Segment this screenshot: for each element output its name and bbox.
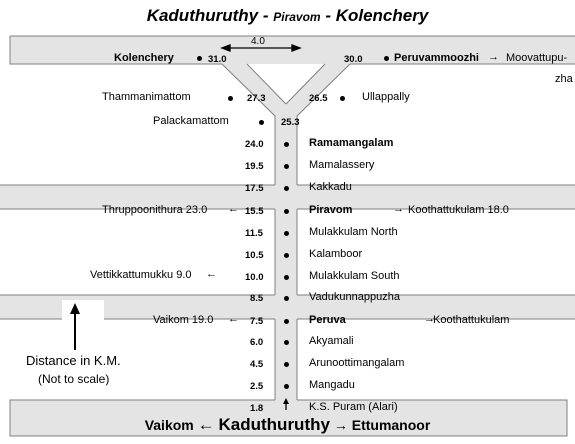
stop-km: 10.5	[245, 250, 264, 261]
thruppoonithura-arrow: ←	[228, 203, 239, 215]
stop-dot	[284, 362, 289, 367]
right-branch	[275, 64, 350, 116]
main-road	[275, 116, 297, 400]
footer-arrow-right: →	[333, 417, 348, 433]
stop-name: Mulakkulam North	[309, 226, 398, 238]
ullappally-km: 26.5	[309, 93, 328, 104]
title-right: Kolenchery	[335, 6, 429, 25]
stop-name: Vadukunnappuzha	[309, 291, 400, 303]
kolenchery-dot	[197, 56, 202, 61]
stop-dot	[284, 340, 289, 345]
title-middle: Piravom	[273, 10, 321, 24]
legend-distance: Distance in K.M.	[26, 353, 121, 368]
stop-km: 11.5	[245, 228, 263, 239]
stop-name: Akyamali	[309, 335, 354, 347]
koothattukulam-label: Koothattukulam 18.0	[408, 204, 509, 216]
map-title: Kaduthuruthy - Piravom - Kolenchery	[146, 6, 429, 25]
thruppoonithura-label: Thruppoonithura 23.0	[102, 204, 208, 216]
stop-name: Mamalassery	[309, 159, 375, 171]
stop-km: 2.5	[250, 381, 264, 392]
stop-name: Kalamboor	[309, 248, 363, 260]
bottom-route-label	[0, 416, 575, 434]
palackamattom-km: 25.3	[281, 117, 300, 128]
stop-name: Peruva	[309, 314, 346, 326]
moovattupuzha-arrow: →	[488, 51, 499, 63]
stop-dot	[284, 164, 289, 169]
stop-dot	[284, 186, 289, 191]
vaikom-side-arrow: ←	[228, 313, 239, 325]
stop-km: 4.5	[250, 359, 264, 370]
stop-km: 17.5	[245, 183, 264, 194]
stop-name: Ramamangalam	[309, 137, 394, 149]
legend-note: (Not to scale)	[38, 372, 110, 386]
thammanimattom-dot	[228, 96, 233, 101]
palackamattom-label: Palackamattom	[153, 115, 229, 127]
stop-km: 10.0	[245, 272, 264, 283]
thammanimattom-km: 27.3	[247, 93, 266, 104]
moovattupuzha-label-2: zha	[555, 73, 573, 85]
stop-dot	[284, 231, 289, 236]
vettikkattumukku-arrow: ←	[206, 268, 217, 280]
moovattupuzha-label-1: Moovattupu-	[506, 52, 568, 64]
vaikom-side-label: Vaikom 19.0	[153, 314, 214, 326]
footer-right: Ettumanoor	[351, 417, 431, 433]
footer-left: Vaikom	[144, 417, 194, 433]
stop-km: 24.0	[245, 139, 264, 150]
stop-name: Mangadu	[309, 379, 355, 391]
peruva-right-arrow: →	[424, 313, 435, 325]
legend-box	[62, 300, 104, 320]
kolenchery-label: Kolenchery	[114, 52, 174, 64]
stop-km: 8.5	[250, 293, 264, 304]
stop-dot	[284, 384, 289, 389]
footer-center: Kaduthuruthy	[218, 415, 330, 434]
stop-km: 7.5	[250, 316, 264, 327]
footer-arrow-left: ←	[197, 415, 215, 434]
stop-dot	[284, 319, 289, 324]
stop-name: Arunoottimangalam	[309, 357, 405, 369]
stop-dot	[284, 142, 289, 147]
kolenchery-km: 31.0	[208, 54, 227, 65]
koothattukulam-arrow: →	[393, 203, 404, 215]
ullappally-label: Ullappally	[362, 91, 410, 103]
peruvammoozhi-dot	[384, 56, 389, 61]
stop-dot	[284, 209, 289, 214]
vettikkattumukku-label: Vettikkattumukku 9.0	[90, 269, 192, 281]
peruvammoozhi-km: 30.0	[344, 54, 363, 65]
stop-km: 19.5	[245, 161, 264, 172]
peruva-right-label: Koothattukulam	[433, 314, 510, 326]
stop-km: 6.0	[250, 337, 264, 348]
stop-dot	[284, 296, 289, 301]
title-left: Kaduthuruthy	[146, 6, 259, 25]
scale-label: 4.0	[251, 36, 265, 47]
ullappally-dot	[340, 96, 345, 101]
stop-name: K.S. Puram (Alari)	[309, 401, 398, 413]
stop-name: Piravom	[309, 204, 353, 216]
stop-km: 15.5	[245, 206, 264, 217]
stop-name: Kakkadu	[309, 181, 352, 193]
stop-dot	[284, 275, 289, 280]
palackamattom-dot	[259, 120, 264, 125]
stop-dot	[284, 253, 289, 258]
stop-name: Mulakkulam South	[309, 270, 400, 282]
peruvammoozhi-label: Peruvammoozhi	[394, 52, 479, 64]
stop-km: 1.8	[250, 403, 264, 414]
thammanimattom-label: Thammanimattom	[102, 91, 191, 103]
